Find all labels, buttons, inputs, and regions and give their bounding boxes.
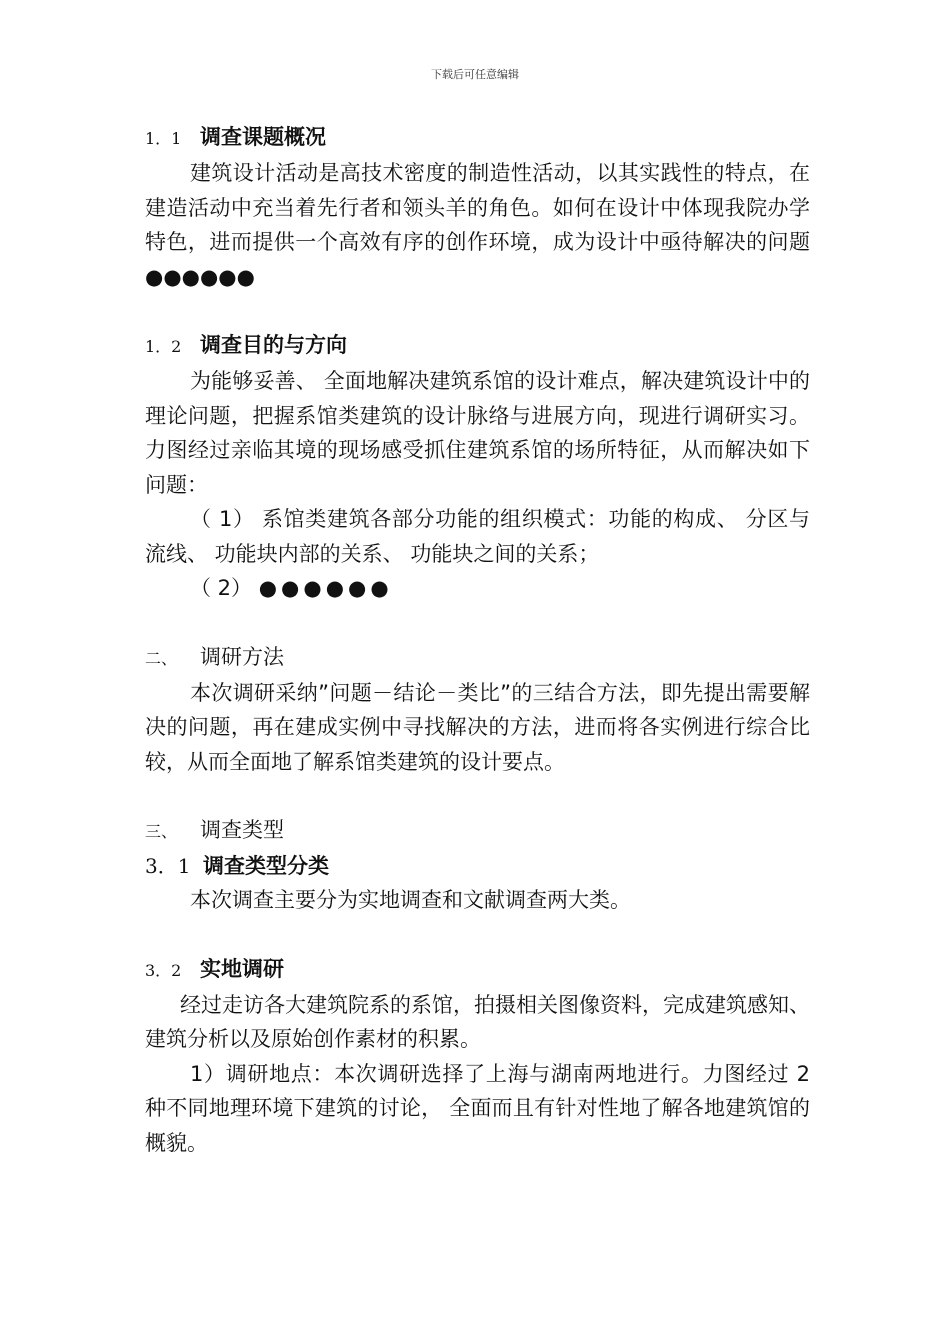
heading-1-1 — [145, 120, 810, 156]
header-note: 下载后可任意编辑 — [431, 68, 519, 81]
ellipsis-dots: ●●●●●● — [258, 576, 393, 600]
paragraph-1-2: 为能够妥善、 全面地解决建筑系馆的设计难点，解决建筑设计中的理论问题，把握系馆类建筑的设计脉络与进展方向，现进行调研实习。力图经过亲临其境的现场感受抓住建筑系馆的场所特征，从而解决如下问题： — [145, 369, 810, 497]
section-number: 三、 — [145, 822, 178, 841]
document-body — [145, 120, 810, 1160]
section-number: 3．2 — [145, 960, 182, 980]
section-number: 3．1 — [145, 854, 191, 878]
heading-3 — [145, 813, 810, 849]
heading-1-2 — [145, 328, 810, 364]
section-title: 调研方法 — [200, 644, 284, 669]
section-title: 实地调研 — [200, 956, 284, 981]
paragraph-3-2: 经过走访各大建筑院系的系馆，拍摄相关图像资料，完成建筑感知、 建筑分析以及原始创作素材的积累。 — [145, 992, 810, 1051]
list-item-2: （ 2） ●●●●●● — [190, 576, 393, 600]
heading-2 — [145, 640, 810, 676]
list-item-1: （ 1） 系馆类建筑各部分功能的组织模式：功能的构成、 分区与流线、 功能块内部的关系、 功能块之间的关系； — [145, 507, 810, 566]
section-title: 调查课题概况 — [200, 125, 326, 149]
heading-3-2 — [145, 952, 810, 988]
paragraph-2: 本次调研采纳”问题－结论－类比”的三结合方法，即先提出需要解决的问题，再在建成实例中寻找解决的方法，进而将各实例进行综合比较，从而全面地了解系馆类建筑的设计要点。 — [145, 680, 810, 774]
section-number: 二、 — [145, 648, 178, 668]
section-title: 调查目的与方向 — [200, 333, 347, 357]
section-number: 1．1 — [145, 129, 182, 148]
section-title: 调查类型分类 — [203, 854, 329, 878]
paragraph-1-1: 建筑设计活动是高技术密度的制造性活动，以其实践性的特点，在建造活动中充当着先行者和领头羊的角色。如何在设计中体现我院办学特色，进而提供一个高效有序的创作环境，成为设计中亟待解决的问题●●●●●● — [145, 161, 810, 289]
paragraph-3-1: 本次调查主要分为实地调查和文献调查两大类。 — [190, 888, 631, 912]
section-title: 调查类型 — [200, 818, 284, 842]
list-item-3-2-1: 1）调研地点：本次调研选择了上海与湖南两地进行。力图经过 2 种不同地理环境下建筑的讨论， 全面而且有针对性地了解各地建筑馆的概貌。 — [145, 1061, 810, 1155]
heading-3-1 — [145, 849, 810, 883]
section-number: 1．2 — [145, 337, 182, 356]
